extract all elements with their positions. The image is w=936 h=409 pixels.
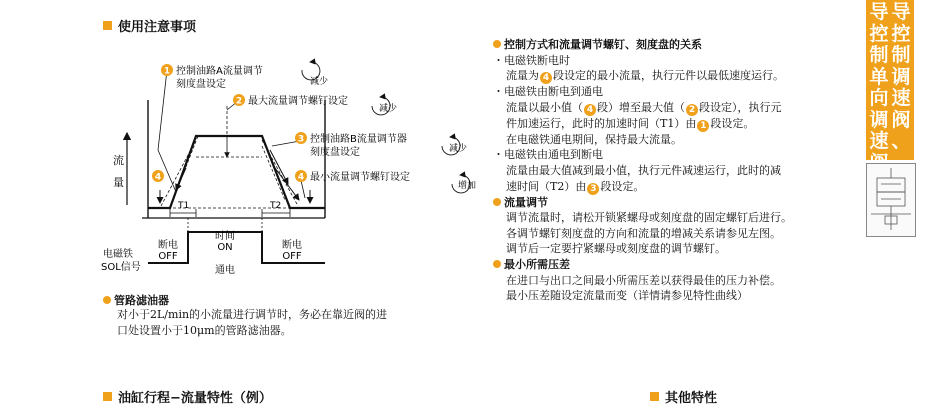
rotate-reduce-icon-2 [372, 97, 397, 115]
off-left-2: OFF [158, 251, 178, 262]
rotate-reduce-icon-1 [302, 62, 328, 87]
y-axis-label-2: 量 [113, 176, 124, 189]
section-title-other-characteristics [650, 387, 717, 406]
y-axis-label-1: 流 [113, 154, 124, 167]
off-right-2: OFF [282, 251, 302, 262]
callout-1-text-1: 控制油路A流量调节 [176, 66, 263, 77]
min-pressure-text-2: 最小压差随设定流量而变（详情请参见特性曲线） [506, 289, 748, 303]
on-label-2: ON [217, 242, 233, 253]
svg-text:2: 2 [235, 96, 243, 107]
filter-note-body [117, 307, 387, 339]
bullet-icon [103, 296, 111, 304]
callout-4 [295, 170, 410, 183]
off-title: ・电磁铁由通电到断电 [493, 148, 603, 162]
svg-text:3: 3 [297, 134, 305, 145]
min-pressure-text-1: 在进口与出口之间最小所需压差以获得最佳的压力补偿。 [506, 273, 781, 287]
flow-adjust-title: 流量调节 [493, 195, 838, 211]
side-tab-char: 控 [891, 22, 911, 45]
callout-2-text: 最大流量调节螺钉设定 [248, 96, 348, 107]
min-pressure-title: 最小所需压差 [493, 257, 838, 273]
side-tab-char: 、 [891, 130, 911, 152]
side-tab-char: 速 [869, 130, 889, 152]
svg-text:减少: 减少 [310, 77, 329, 87]
section-title-text: 其他特性 [665, 391, 718, 406]
callout-4-text: 最小流量调节螺钉设定 [310, 172, 410, 183]
callout-1-text-2: 刻度盘设定 [176, 79, 226, 90]
filter-note-title: 管路滤油器 [103, 292, 169, 308]
callout-3 [295, 132, 407, 158]
svg-text:减少: 减少 [449, 144, 468, 154]
t2-label: T2 [270, 201, 282, 211]
off-text-1: 流量由最大值减到最小值，执行元件减速运行，此时的减 [506, 163, 781, 177]
on-text-1: 流量以最小值（ 4 段）增至最大值（ 2 段设定），执行元 [506, 100, 782, 115]
side-tab-char: 控 [869, 22, 889, 45]
side-tab-char: 速 [891, 87, 911, 109]
flow-adjust-text-2: 各调节螺钉刻度盘的方向和流量的增减关系请参见左图。 [506, 226, 781, 240]
filter-note-line-2: 口处设置小于10μm的管路滤油器。 [117, 324, 292, 337]
rotate-increase-icon [452, 175, 476, 193]
side-tab-char: 导 [891, 1, 911, 23]
solenoid-label-2: SOL信号 [101, 262, 141, 273]
side-tab-char: 制 [869, 44, 889, 66]
section-square-icon [650, 392, 659, 401]
svg-text:减少: 减少 [379, 104, 398, 114]
filter-note-line-1: 对小于2L/min的小流量进行调节时，务必在靠近阀的进 [117, 308, 388, 321]
callout-4-left [152, 170, 164, 183]
valve-symbol-thumbnail [866, 163, 916, 237]
section-title-text: 使用注意事项 [118, 20, 197, 35]
section-title-stroke-flow [103, 387, 272, 406]
svg-text:增加: 增加 [458, 181, 477, 191]
callout-1 [161, 64, 263, 90]
svg-text:4: 4 [154, 172, 162, 183]
flow-adjust-text-3: 调节后一定要拧紧螺母或刻度盘的调节螺钉。 [506, 242, 726, 256]
flow-time-diagram [0, 0, 477, 285]
callout-2 [233, 94, 348, 107]
t1-label: T1 [178, 201, 190, 211]
de-energized-title: ・电磁铁断电时 [493, 53, 570, 67]
off-right-1: 断电 [282, 240, 302, 251]
flow-adjust-text-1: 调节流量时，请松开锁紧螺母或刻度盘的固定螺钉后进行。 [506, 211, 792, 225]
side-tab-char: 调 [891, 65, 911, 88]
relation-title: 控制方式和流量调节螺钉、刻度盘的关系 [493, 37, 838, 53]
callout-3-text-2: 刻度盘设定 [310, 147, 360, 158]
side-tab-char: 导 [869, 1, 889, 23]
side-tab-col-2 [890, 2, 912, 153]
svg-text:1: 1 [163, 66, 171, 77]
off-text-2: 速时间（T2）由 3 段设定。 [506, 179, 645, 194]
side-tab-char: 阀 [891, 108, 911, 131]
side-tab-char: 向 [869, 87, 889, 109]
svg-text:4: 4 [297, 172, 305, 183]
section-square-icon [103, 392, 112, 401]
on-text-2: 件加速运行，此时的加速时间（T1）由 1 段设定。 [506, 116, 755, 131]
on-label-3: 通电 [215, 265, 235, 276]
section-title-text: 油缸行程−流量特性（例） [118, 391, 272, 406]
on-text-3: 在电磁铁通电期间，保持最大流量。 [506, 132, 682, 146]
on-title: ・电磁铁由断电到通电 [493, 85, 603, 99]
callout-3-text-1: 控制油路B流量调节器 [310, 134, 407, 145]
on-label-1: 时间 [215, 231, 235, 242]
side-tab-char: 单 [869, 65, 889, 88]
control-description [493, 37, 838, 304]
side-tab-char: 制 [891, 44, 911, 66]
solenoid-label-1: 电磁铁 [103, 249, 133, 260]
side-tab-char: 调 [869, 108, 889, 131]
off-left-1: 断电 [158, 240, 178, 251]
rotate-reduce-icon-3 [442, 137, 467, 155]
side-tab-col-1 [868, 2, 890, 174]
de-energized-text: 流量为 4 段设定的最小流量，执行元件以最低速度运行。 [506, 69, 784, 84]
